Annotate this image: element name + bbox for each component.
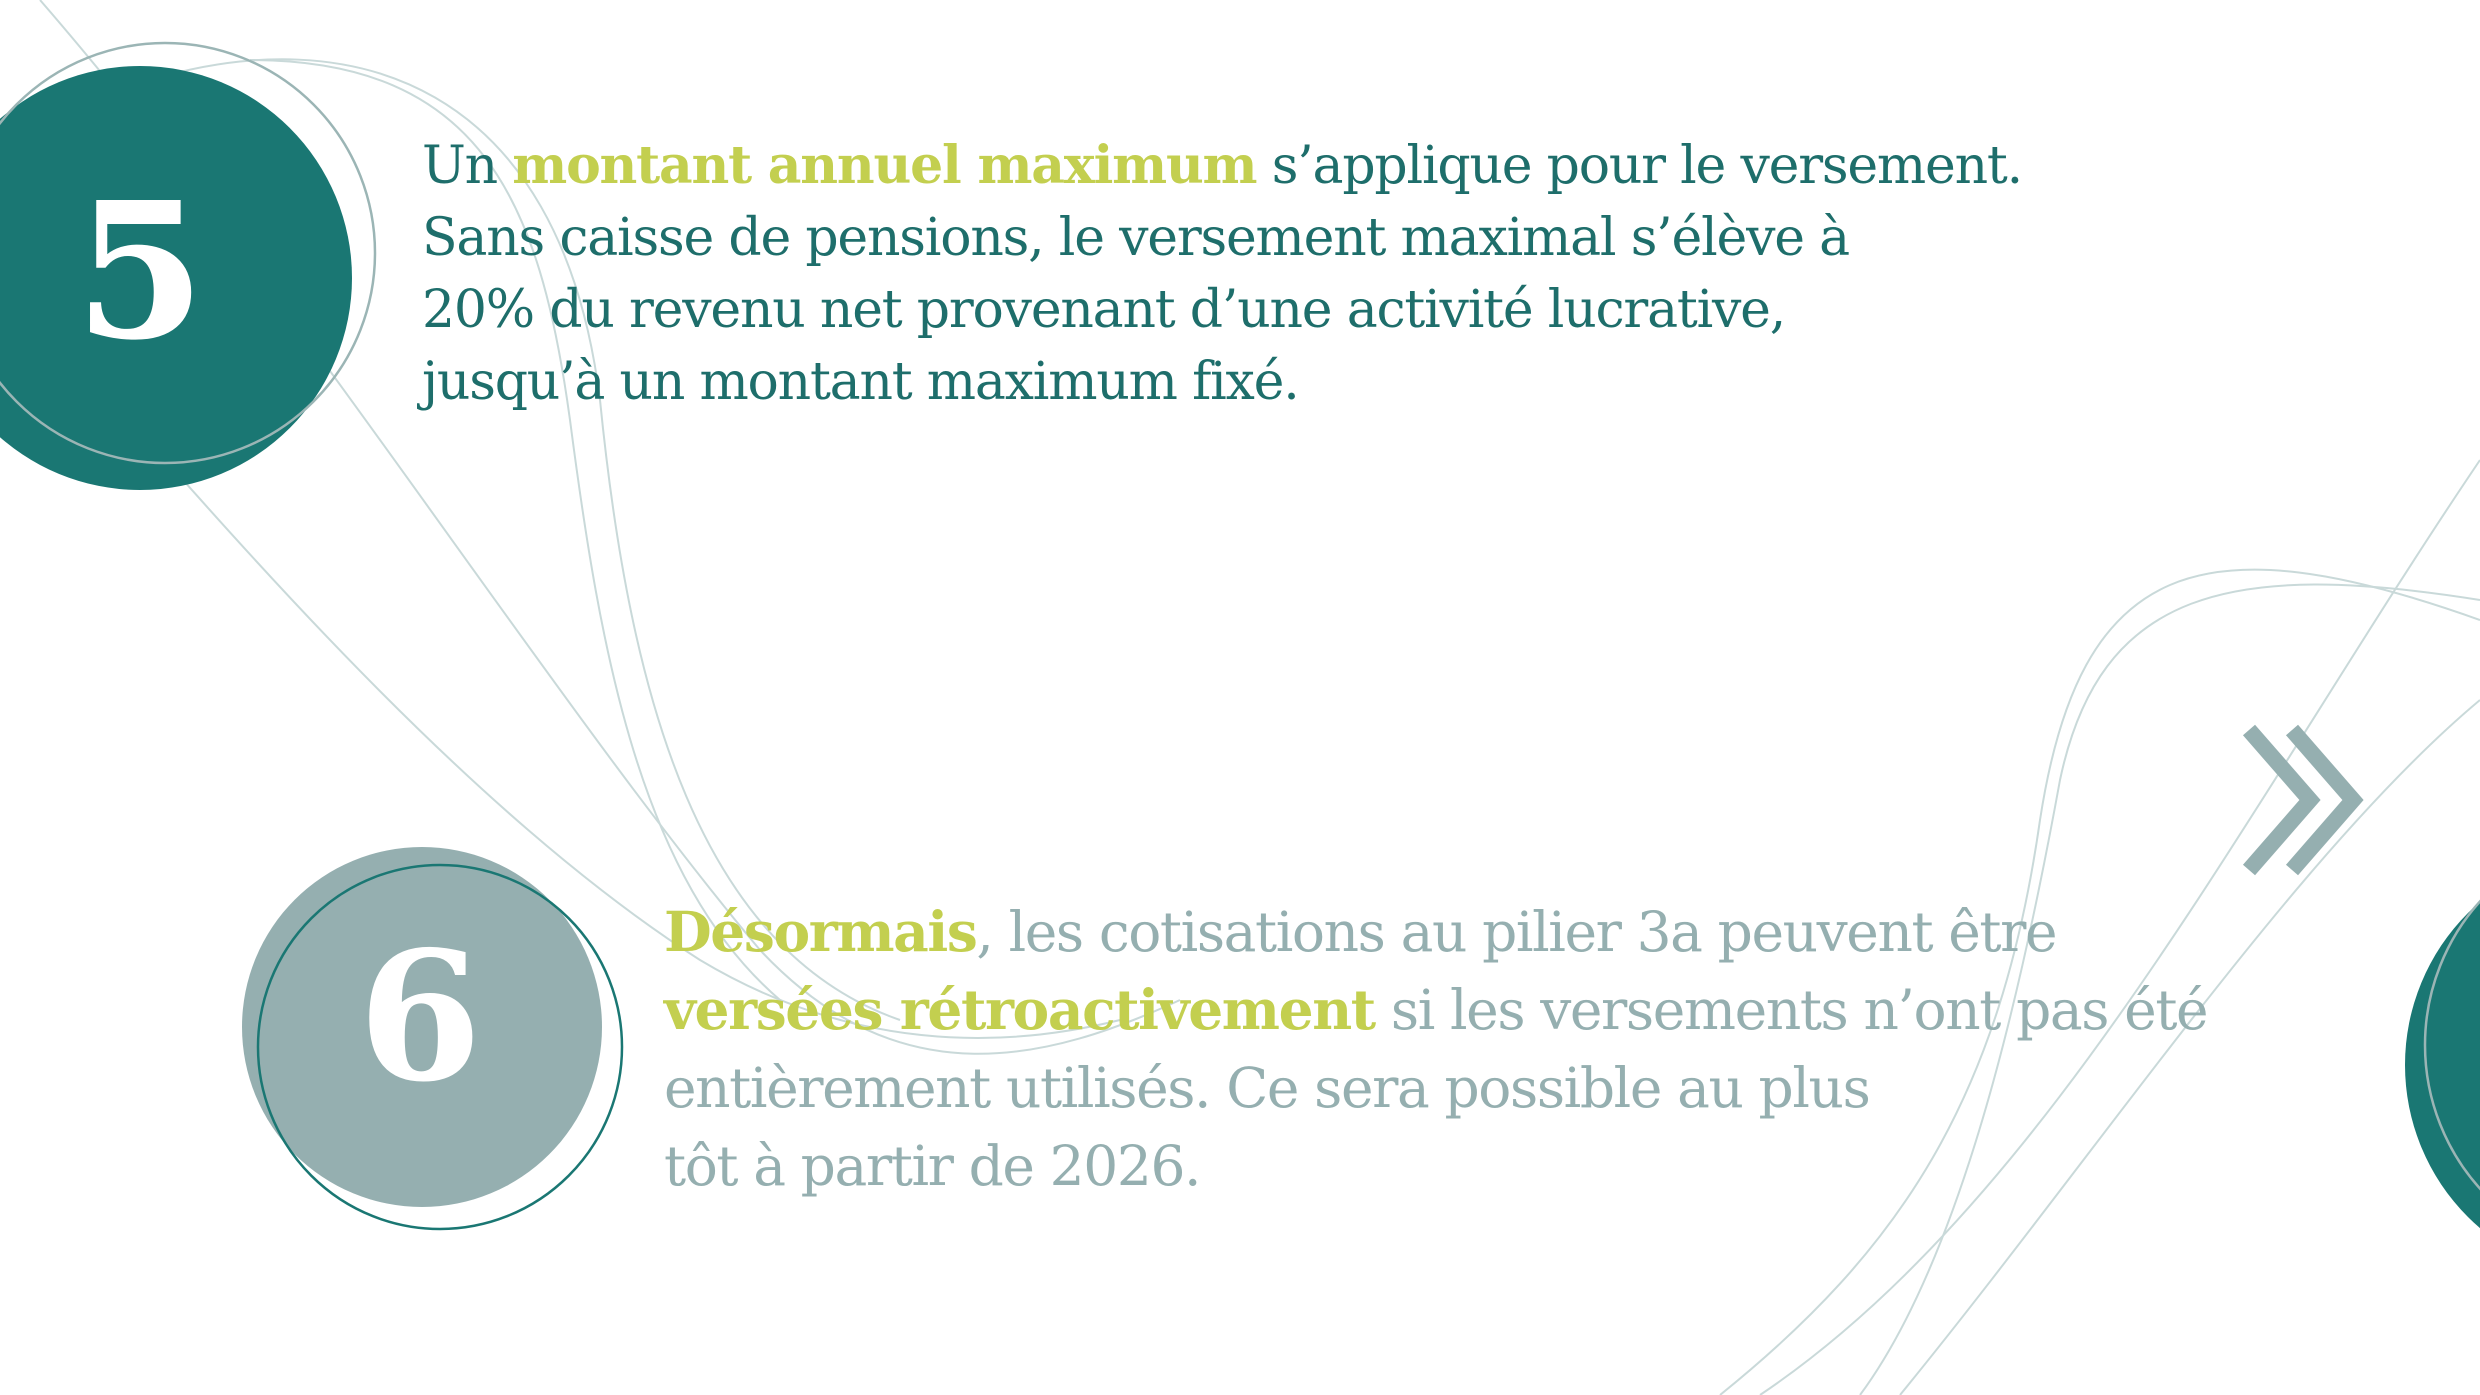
item-5-line-1-prefix: Un xyxy=(422,136,513,196)
item-5-line-1-suffix: s’applique pour le versement. xyxy=(1256,136,2022,196)
item-5-line-4: jusqu’à un montant maximum fixé. xyxy=(422,352,1299,412)
item-5-line-2: Sans caisse de pensions, le versement maximal s’élève à xyxy=(422,208,1849,268)
item-6-highlight-2: versées rétroactivement xyxy=(664,977,1375,1042)
item-6-number: 6 xyxy=(358,912,482,1121)
item-6-line-4: tôt à partir de 2026. xyxy=(664,1134,1201,1198)
item-6-line-2 xyxy=(664,971,2207,1049)
item-5-highlight: montant annuel maximum xyxy=(512,135,1257,196)
item-5-line-3: 20% du revenu net provenant d’une activité lucrative, xyxy=(422,280,1786,340)
item-5-line-1 xyxy=(422,130,2022,202)
item-6-highlight-1: Désormais xyxy=(664,899,977,964)
item-6-line-3: entièrement utilisés. Ce sera possible au plus xyxy=(664,1056,1870,1120)
item-6-text xyxy=(664,893,2207,1205)
double-chevron-right-icon[interactable] xyxy=(2249,730,2353,870)
item-6-line-1-suffix: , les cotisations au pilier 3a peuvent être xyxy=(976,900,2057,964)
item-6-line-2-suffix: si les versements n’ont pas été xyxy=(1374,978,2208,1042)
item-5-text xyxy=(422,130,2022,418)
item-6-line-1 xyxy=(664,893,2207,971)
item-5-number: 5 xyxy=(74,161,206,382)
